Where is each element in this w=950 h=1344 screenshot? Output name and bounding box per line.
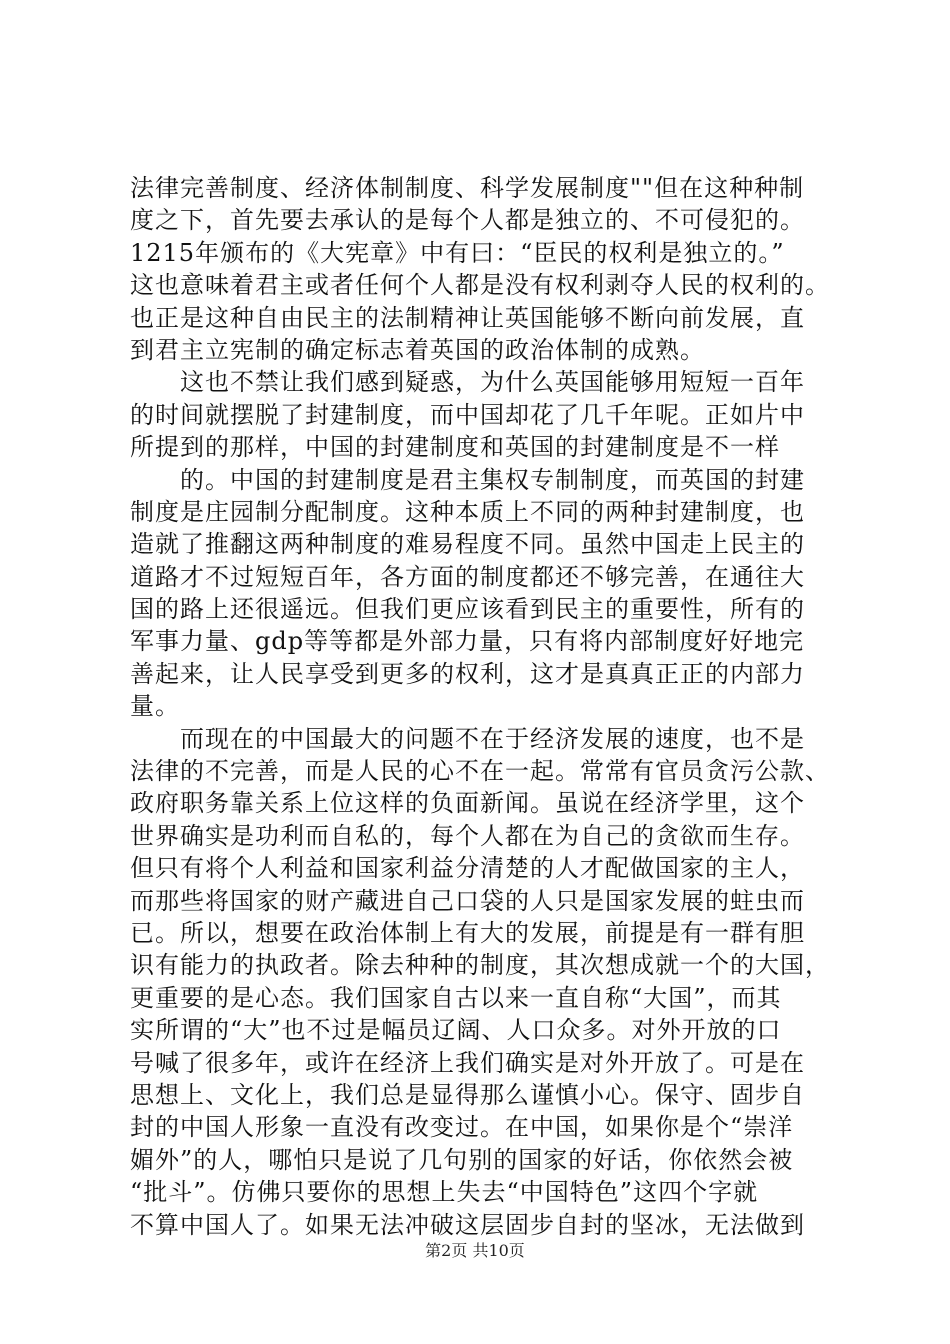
- paragraph-line: 这也意味着君主或者任何个人都是没有权利剥夺人民的权利的。: [130, 271, 830, 300]
- paragraph-line: 法律完善制度、经济体制制度、科学发展制度""但在这种种制: [130, 174, 805, 202]
- paragraph-line: 法律的不完善，而是人民的心不在一起。常常有官员贪污公款、: [130, 757, 830, 786]
- paragraph-line: 造就了推翻这两种制度的难易程度不同。虽然中国走上民主的: [130, 530, 805, 559]
- paragraph-line: 实所谓的“大”也不过是幅员辽阔、人口众多。对外开放的口: [130, 1016, 782, 1045]
- paragraph-line: 不算中国人了。如果无法冲破这层固步自封的坚冰，无法做到: [130, 1210, 805, 1239]
- paragraph-line: 更重要的是心态。我们国家自古以来一直自称“大国”，而其: [130, 983, 782, 1012]
- paragraph-line: 已。所以，想要在政治体制上有大的发展，前提是有一群有胆: [130, 918, 805, 947]
- paragraph-line: 1215年颁布的《大宪章》中有曰：“臣民的权利是独立的。”: [130, 238, 785, 267]
- paragraph-line: 度之下，首先要去承认的是每个人都是独立的、不可侵犯的。: [130, 206, 805, 235]
- paragraph-line: 所提到的那样，中国的封建制度和英国的封建制度是不一样: [130, 433, 780, 462]
- paragraph-line: 而现在的中国最大的问题不在于经济发展的速度，也不是: [180, 724, 805, 753]
- paragraph-line: 识有能力的执政者。除去种种的制度，其次想成就一个的大国，: [130, 951, 830, 980]
- paragraph-line: 政府职务靠关系上位这样的负面新闻。虽说在经济学里，这个: [130, 789, 805, 818]
- paragraph-line: 的时间就摆脱了封建制度，而中国却花了几千年呢。正如片中: [130, 400, 805, 429]
- body-text: [130, 172, 850, 1241]
- paragraph-line: 善起来，让人民享受到更多的权利，这才是真真正正的内部力: [130, 659, 805, 688]
- paragraph-line: 也正是这种自由民主的法制精神让英国能够不断向前发展，直: [130, 303, 805, 332]
- page-footer: 第2页 共10页: [425, 1241, 525, 1260]
- paragraph-line: 军事力量、gdp等等都是外部力量，只有将内部制度好好地完: [130, 627, 805, 656]
- paragraph-line: 封的中国人形象一直没有改变过。在中国，如果你是个“崇洋: [130, 1113, 794, 1142]
- paragraph-line: 量。: [130, 692, 180, 721]
- paragraph-line: 但只有将个人利益和国家利益分清楚的人才配做国家的主人，: [130, 854, 805, 883]
- paragraph-line: 的。中国的封建制度是君主集权专制制度，而英国的封建: [180, 465, 805, 494]
- paragraph-line: 媚外”的人，哪怕只是说了几句别的国家的好话，你依然会被: [130, 1145, 794, 1174]
- paragraph-line: 而那些将国家的财产藏进自己口袋的人只是国家发展的蛀虫而: [130, 886, 805, 915]
- paragraph-line: 国的路上还很遥远。但我们更应该看到民主的重要性，所有的: [130, 595, 805, 624]
- paragraph-line: 道路才不过短短百年，各方面的制度都还不够完善，在通往大: [130, 562, 805, 591]
- paragraph-line: 到君主立宪制的确定标志着英国的政治体制的成熟。: [130, 335, 705, 364]
- paragraph-line: 这也不禁让我们感到疑惑，为什么英国能够用短短一百年: [180, 368, 805, 397]
- paragraph-line: 制度是庄园制分配制度。这种本质上不同的两种封建制度，也: [130, 497, 805, 526]
- paragraph-line: 思想上、文化上，我们总是显得那么谨慎小心。保守、固步自: [130, 1080, 805, 1109]
- paragraph-line: 号喊了很多年，或许在经济上我们确实是对外开放了。可是在: [130, 1048, 805, 1077]
- paragraph-line: “批斗”。仿佛只要你的思想上失去“中国特色”这四个字就: [130, 1178, 759, 1207]
- paragraph-line: 世界确实是功利而自私的，每个人都在为自己的贪欲而生存。: [130, 821, 805, 850]
